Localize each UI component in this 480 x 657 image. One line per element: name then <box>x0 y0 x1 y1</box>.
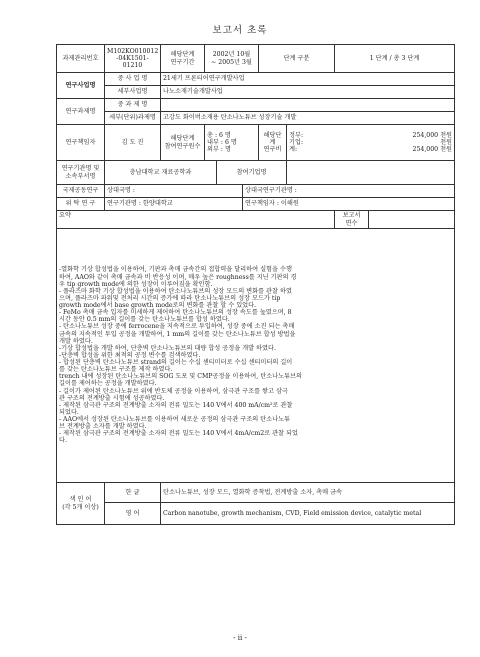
report-title: 보고서 초록 <box>212 25 268 36</box>
summary-line: - 합성된 단층벽 탄소나노튜브 strand의 길이는 수십 센티미터로 수십 센티미터의 길이 <box>59 359 293 367</box>
summary-line: trench 내에 성장된 탄소나노튜브의 SOG 도포 및 CMP공정을 이용하여, 탄소나노튜브의 <box>59 373 303 381</box>
partner-value <box>287 161 455 185</box>
summary-line: - AAO에서 성장된 탄소나노튜브를 이용하여 새로운 공정의 삼극관 구조의 탄소나노튜 <box>59 416 291 424</box>
lead-researcher-label: 연구책임자 <box>57 125 105 161</box>
org-value: 충남대학교 재료공학과 <box>105 161 217 185</box>
summary-label: 요약 <box>57 211 335 229</box>
pages-value <box>369 211 455 229</box>
period-value: 2002년 10월 ~ 2005년 3월 <box>205 45 259 73</box>
task-name-label: 연구과제명 <box>57 99 105 125</box>
org-label: 연구기관명 및 소속부서명 <box>57 161 105 185</box>
summary-line: 다. <box>59 437 67 445</box>
sub-project-label: 세부사업명 <box>105 86 161 99</box>
summary-line: growth mode에서 base growth mode로의 변화를 관찰 할 수 있었다. <box>59 302 257 310</box>
summary-line: 시간 동안 0.5 mm의 길이를 갖는 탄소나노튜브를 합성 하였다. <box>59 316 230 324</box>
detail-task-label: 세부(단위)과제명 <box>105 112 161 125</box>
summary-line: 를 갖는 탄소나노튜브 구조를 제작 하였다. <box>59 366 173 374</box>
summary-body <box>57 229 455 483</box>
summary-line: -단층벽 합성을 위한 최적의 공정 변수를 검색하였다. <box>59 351 201 359</box>
intl-org: 상대국연구기관명 : <box>243 185 455 198</box>
sub-project-value: 나노소재기술개발사업 <box>161 86 455 99</box>
summary-line: 금속의 지속적인 투입 공정을 개발하여, 1 mm의 길이를 갖는 탄소나노튜브 합성 방법을 <box>59 330 296 338</box>
summary-line: 하여, AAO와 같이 촉매 금속과 비 반응성 이며, 매우 높은 roughness를 지닌 기판의 경 <box>59 273 297 281</box>
keyword-ko-value: 탄소나노튜브, 성장 모드, 열화학 증착법, 전계방출 소자, 촉매 금속 <box>161 483 455 503</box>
summary-line: - 길이가 제어된 탄소나노튜브 위에 반도체 공정을 이용하여, 삼극관 구조를 쌓고 삼극 <box>59 387 288 395</box>
main-project-value: 21세기 프론티어연구개발사업 <box>161 73 455 86</box>
consign-org: 연구기관명 : 한양대학교 <box>105 198 243 211</box>
project-name-label: 연구사업명 <box>57 73 105 99</box>
summary-line: 되었다. <box>59 408 79 416</box>
summary-line: 길이를 제어하는 공정을 개발하였다. <box>59 380 157 388</box>
summary-line: - 제작된 삼극관 구조의 전계방출 소자의 전류 밀도는 140 V에서 400 mA/cm²로 관찰 <box>59 401 293 409</box>
period-label: 해당단계 연구기간 <box>161 45 205 73</box>
summary-line: -열화학 기상 합성법을 이용하여, 기판과 촉매 금속간의 접합력을 달리하여 실험을 수행 <box>59 266 292 274</box>
partner-label: 참여기업명 <box>217 161 287 185</box>
researcher-count-label: 해당단계 참여연구원수 <box>161 125 205 161</box>
summary-line: 브 전계방출 소자를 개발 하였다. <box>59 423 147 431</box>
summary-line: - 탄소나노튜브 성장 중에 ferrocene을 지속적으로 투입하여, 성장 중에 소진 되는 촉매 <box>59 323 295 331</box>
lead-researcher-name: 김 도 진 <box>105 125 161 161</box>
summary-line: 우 tip growth mode에 의한 성장이 이루어짐을 확인함. <box>59 280 213 288</box>
keyword-ko-label: 한 글 <box>105 483 161 503</box>
big-task-label: 중 과 제 명 <box>105 99 161 112</box>
keyword-en-label: 영 어 <box>105 503 161 525</box>
summary-line: - FeMo 촉매 금속 입자를 미세하게 제어하여 탄소나노튜브의 성장 속도를 높였으며, 8 <box>59 309 292 317</box>
summary-line: - 플라즈마 화학 기상 합성법을 이용하여 탄소나노튜브의 성장 모드의 변화를 관찰 하였 <box>59 287 292 295</box>
summary-line: -기상 합성법을 개발 하여, 단층벽 탄소나노튜브의 대량 합성 공정을 개발 하였다. <box>59 344 276 352</box>
intl-label: 국제공동연구 <box>57 185 105 198</box>
summary-line: - 제작된 삼극관 구조의 전계방출 소자의 전류 밀도는 140 V에서 4mA/cm2로 관찰 되었 <box>59 430 298 438</box>
task-no-label: 과제관리번호 <box>57 45 105 73</box>
intl-country: 상대국명 : <box>105 185 243 198</box>
page-number: - ii - <box>233 634 247 642</box>
main-project-label: 중 사 업 명 <box>105 73 161 86</box>
summary-line: 개발 하였다. <box>59 337 93 345</box>
detail-task-value: 고강도 화이버소재용 탄소나노튜브 성장기술 개발 <box>161 112 455 125</box>
keyword-en-value: Carbon nanotube, growth mechanism, CVD, Field emission device, catalytic metal <box>161 503 455 525</box>
pages-label: 보고서 면수 <box>335 211 369 229</box>
summary-line: 으며, 플라즈마 파워및 전처리 시간의 증가에 따라 탄소나노튜브의 성장 모드가 tip <box>59 294 281 302</box>
task-no-value: M102KO010012 -04K1501-01210 <box>105 45 161 73</box>
researcher-count-values: 총 : 6 명 내부 : 6 명 외부 : 명 <box>205 125 259 161</box>
stage-label: 단계 구분 <box>259 45 335 73</box>
big-task-value <box>161 99 455 112</box>
stage-value: 1 단계 / 총 3 단계 <box>335 45 455 73</box>
research-cost-label: 해당단계 연구비 <box>259 125 287 161</box>
consign-lead: 연구책임자 : 이해원 <box>243 198 455 211</box>
consign-label: 위 탁 연 구 <box>57 198 105 211</box>
research-cost-values: 정부: 254,000 천원 기업: 천원 계: 254,000 천원 <box>287 125 455 161</box>
keyword-label: 색 인 어 (각 5개 이상) <box>57 483 105 525</box>
summary-line: 관 구조의 전계방출 시험에 성공하였다. <box>59 394 165 402</box>
report-form-table <box>56 44 455 525</box>
